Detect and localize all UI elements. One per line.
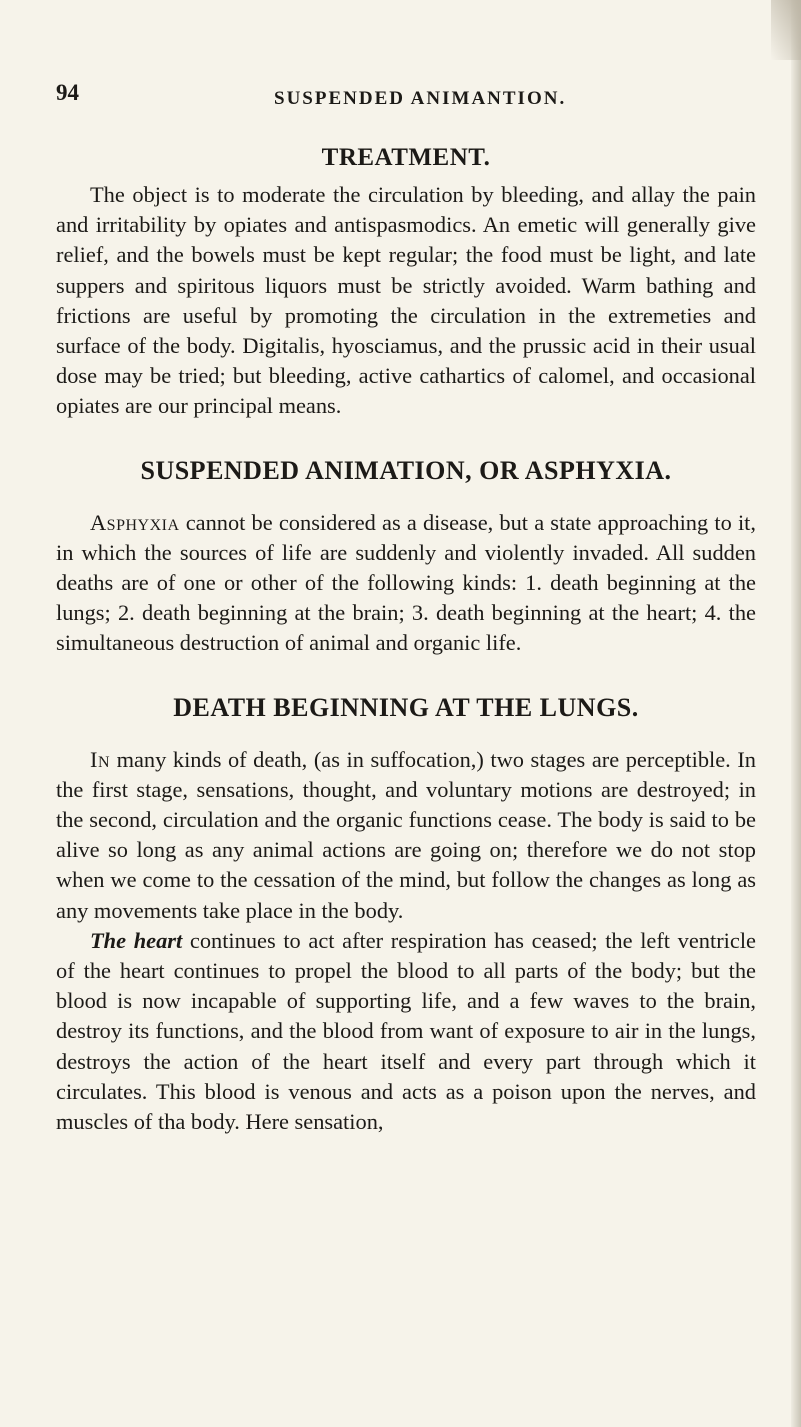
- asphyxia-text: cannot be considered as a disease, but a state approaching to it, in which the sources of life are suddenly and violently invaded. All sudden deaths are of one or other of the following kinds: 1. death beginning at the lungs; 2. death beginning at the brain; 3. death beginning at the heart; 4. the simultaneous destruction of animal and organic life.: [56, 509, 756, 656]
- lungs-paragraph-1: [56, 745, 756, 926]
- page-number: 94: [56, 80, 79, 105]
- treatment-heading: TREATMENT.: [321, 144, 491, 171]
- heart-emphasis: The heart: [90, 927, 183, 953]
- treatment-paragraph: The object is to moderate the circulation by bleeding, and allay the pain and irritability by opiates and antispasmodics. An emetic will generally give relief, and the bowels must be kept regular; the food must be light, and late suppers and spiritous liquors must be strictly avoided. Warm bathing and frictions are useful by promoting the circulation in the extremeties and surface of the body. Digitalis, hyosciamus, and the prussic acid in their usual dose may be tried; but bleeding, active cathartics of calomel, and occasional opiates are our principal means.: [56, 182, 756, 419]
- book-page: [56, 80, 756, 1137]
- lungs-text-1: many kinds of death, (as in suffocation,) two stages are perceptible. In the first stage, sensations, thought, and voluntary motions are destroyed; in the second, circulation and the organic functions cease. The body is said to be alive so long as any animal actions are going on; therefore we do not stop when we come to the cessation of the mind, but follow the changes as long as any movements take place in the body.: [56, 746, 756, 923]
- asphyxia-paragraph: [56, 508, 756, 659]
- lungs-text-2: continues to act after respiration has ceased; the left ventricle of the heart continues to propel the blood to all parts of the body; but the blood is now incapable of supporting life, and a few waves to the brain, destroy its functions, and the blood from want of exposure to air in the lungs, destroys the action of the heart itself and every part through which it circulates. This blood is venous and acts as a poison upon the nerves, and muscles of tha body. Here sensation,: [56, 927, 756, 1135]
- lungs-heading: DEATH BEGINNING AT THE LUNGS.: [173, 692, 639, 722]
- page-corner-shading: [771, 0, 801, 60]
- lungs-lead-word: In: [90, 746, 111, 772]
- lungs-paragraph-2: [56, 926, 756, 1137]
- running-title: SUSPENDED ANIMANTION.: [274, 88, 567, 109]
- page-edge-shadow: [791, 0, 801, 1427]
- asphyxia-lead-word: Asphyxia: [90, 509, 180, 535]
- asphyxia-heading: SUSPENDED ANIMATION, OR ASPHYXIA.: [140, 455, 672, 485]
- running-header: [56, 80, 756, 114]
